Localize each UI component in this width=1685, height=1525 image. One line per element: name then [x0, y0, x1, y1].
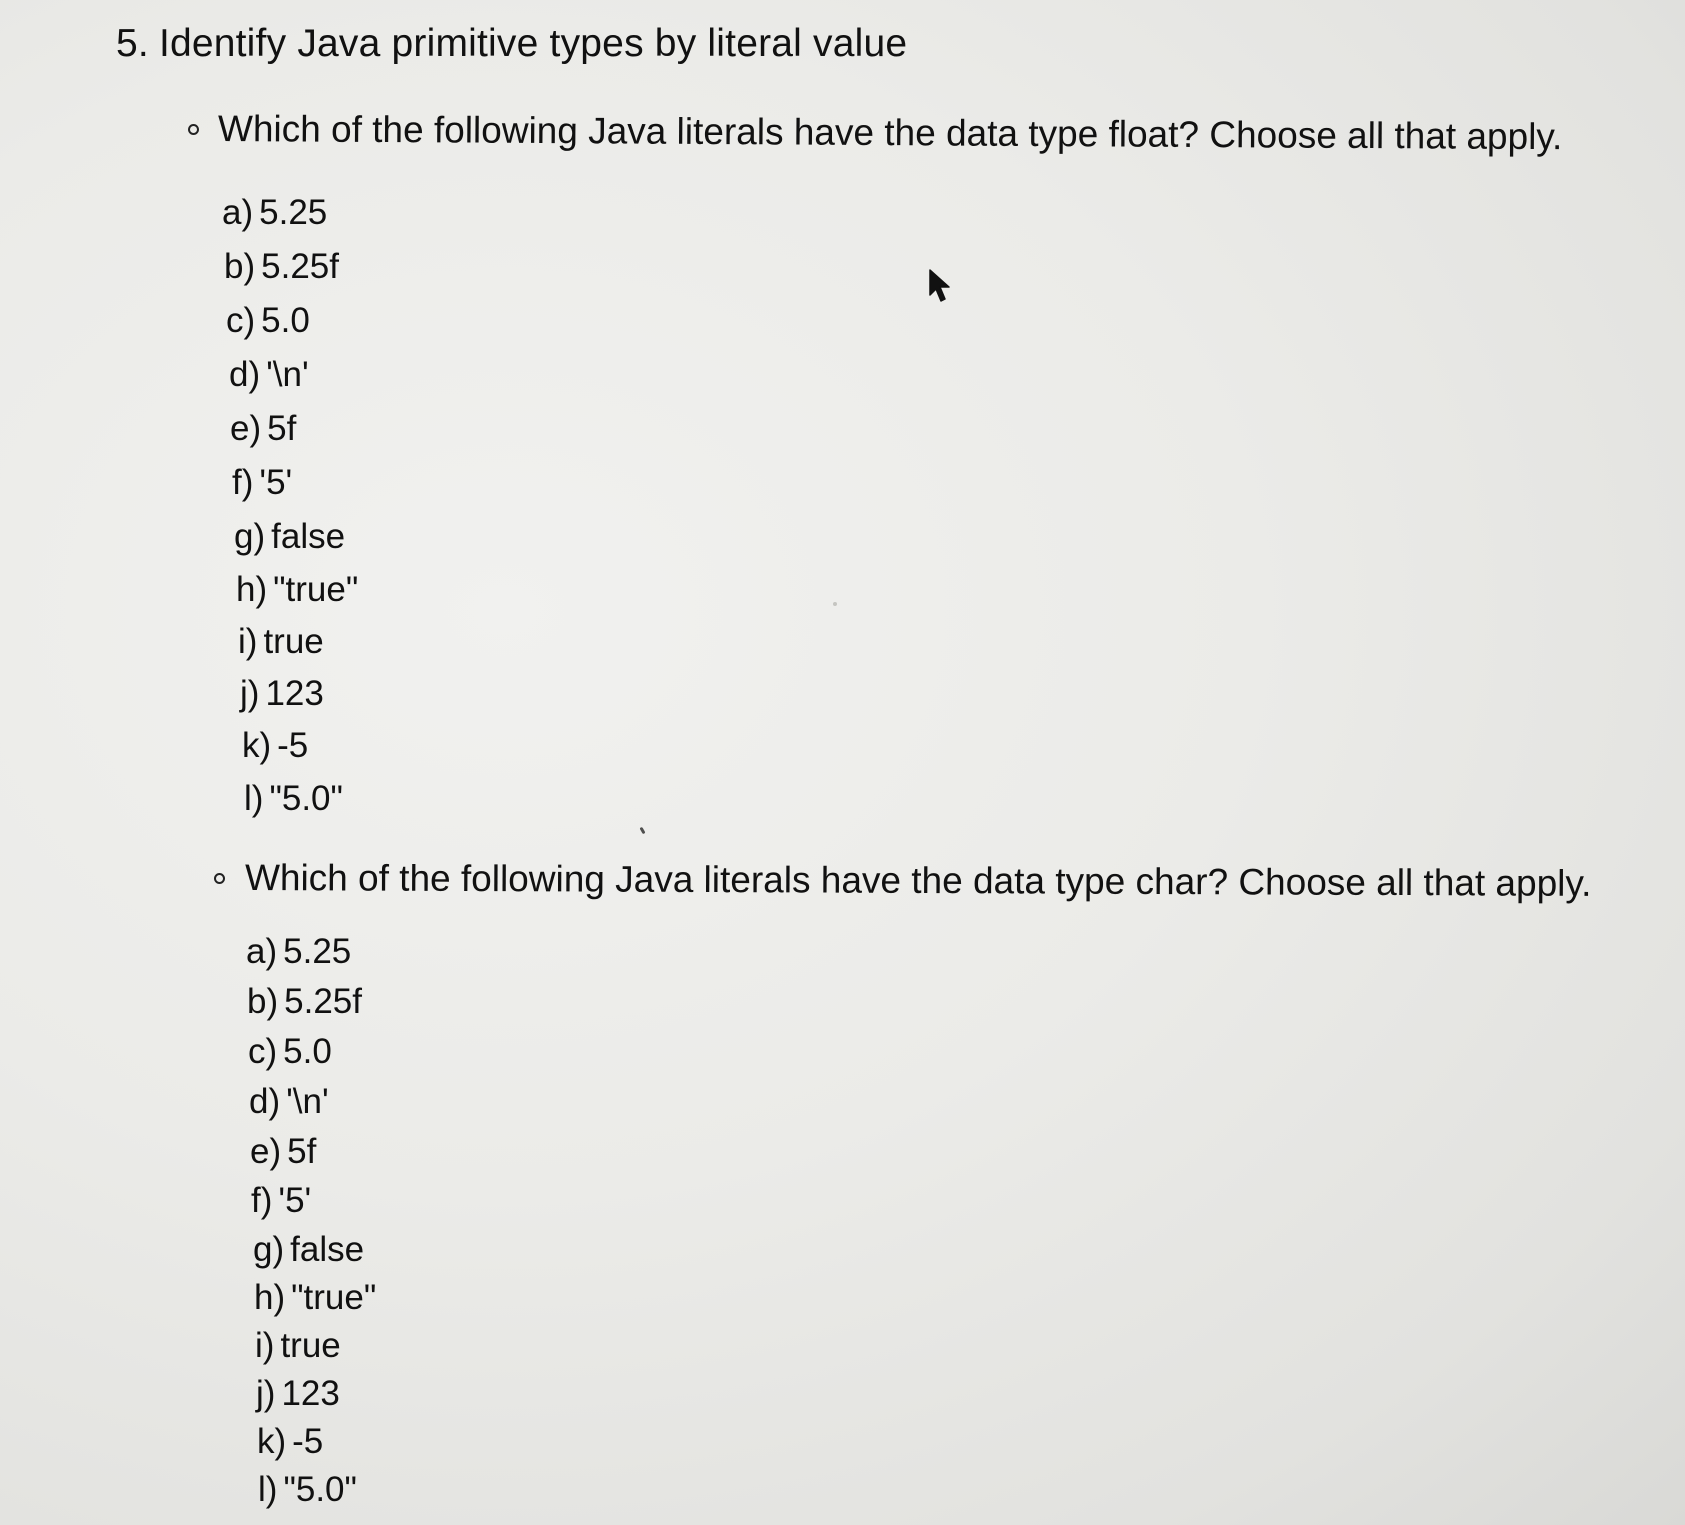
question-number: 5.: [116, 22, 149, 65]
option-item: l) "5.0": [244, 779, 343, 818]
option-item: a) 5.25: [222, 193, 328, 232]
option-item: g) false: [234, 517, 346, 556]
option-item: j) 123: [240, 674, 324, 713]
question-heading: [116, 22, 907, 66]
question-char-prompt: Which of the following Java literals have the data type char? Choose all that apply.: [244, 857, 1592, 904]
speck: [639, 827, 645, 835]
option-item: e) 5f: [230, 409, 297, 448]
option-item: c) 5.0: [226, 301, 310, 340]
option-item: b) 5.25f: [247, 982, 362, 1021]
option-item: i) true: [238, 622, 324, 661]
option-item: h) "true": [236, 570, 359, 609]
option-item: d) '\n': [229, 355, 309, 394]
hollow-circle-bullet-icon: [188, 124, 199, 135]
option-item: f) '5': [232, 463, 293, 502]
option-item: a) 5.25: [246, 932, 352, 971]
option-item: k) -5: [242, 726, 309, 765]
mouse-pointer-icon: [928, 268, 954, 304]
option-item: g) false: [253, 1230, 365, 1269]
option-item: j) 123: [256, 1374, 340, 1413]
option-item: f) '5': [251, 1181, 312, 1220]
option-item: k) -5: [257, 1422, 324, 1461]
option-item: e) 5f: [250, 1132, 317, 1171]
option-item: i) true: [255, 1326, 341, 1365]
question-float-prompt: Which of the following Java literals have the data type float? Choose all that apply.: [217, 108, 1563, 158]
option-item: c) 5.0: [248, 1032, 332, 1071]
option-item: b) 5.25f: [224, 247, 339, 286]
hollow-circle-bullet-icon: [214, 873, 225, 884]
question-title: Identify Java primitive types by literal value: [158, 22, 908, 65]
option-item: l) "5.0": [258, 1470, 357, 1509]
option-item: d) '\n': [249, 1082, 329, 1121]
option-item: h) "true": [254, 1278, 377, 1317]
speck: [833, 602, 837, 606]
